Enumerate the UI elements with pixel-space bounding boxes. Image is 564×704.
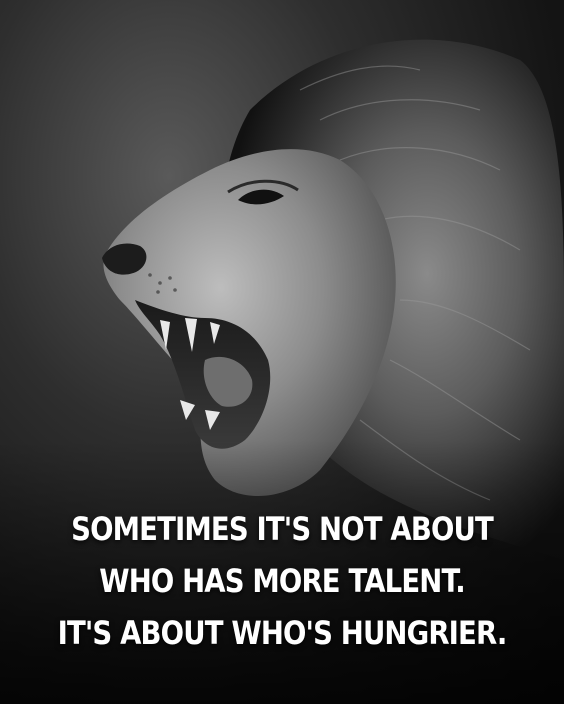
quote-line-2: WHO HAS MORE TALENT. [99,562,465,600]
quote-line-1: SOMETIMES IT'S NOT ABOUT [71,510,493,548]
quote-text [0,503,564,659]
quote-line-3: IT'S ABOUT WHO'S HUNGRIER. [57,614,507,652]
